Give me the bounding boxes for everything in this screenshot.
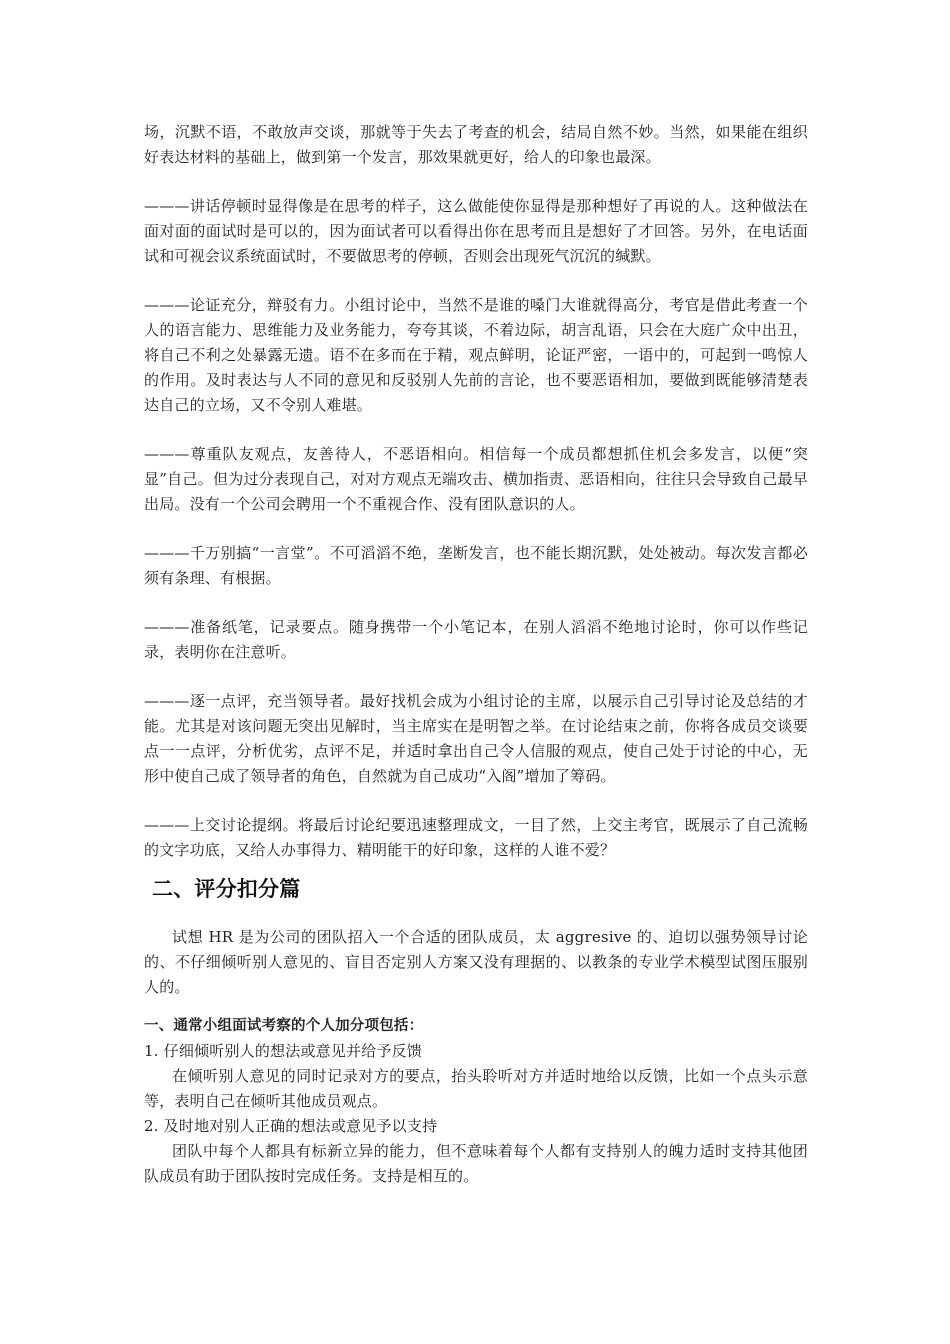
paragraph-take-notes: ———准备纸笔，记录要点。随身携带一个小笔记本，在别人滔滔不绝地讨论时，你可以作些记录，表明你在注意听。 [144,618,808,661]
bonus-items-heading: 一、通常小组面试考察的个人加分项包括： [144,1018,424,1034]
paragraph-respect-teammates: ———尊重队友观点，友善待人，不恶语相向。相信每一个成员都想抓住机会多发言，以便“突显”自己。但为过分表现自己，对对方观点无端攻击、横加指责、恶语相向，往往只会导致自己最早出局。没有一个公司会聘用一个不重视合作、没有团队意识的人。 [144,445,808,513]
bonus-item-title: 1. 仔细倾听别人的想法或意见并给予反馈 [144,1042,423,1060]
paragraph-submit-outline: ———上交讨论提纲。将最后讨论纪要迅速整理成文，一目了然，上交主考官，既展示了自己流畅的文字功底，又给人办事得力、精明能干的好印象，这样的人谁不爱？ [144,816,808,859]
paragraph-no-monologue: ———千万别搞“一言堂”。不可滔滔不绝，垄断发言，也不能长期沉默，处处被动。每次发言都必须有条理、有根据。 [144,544,808,587]
paragraph-pause-thinking: ———讲话停顿时显得像是在思考的样子，这么做能使你显得是那种想好了再说的人。这种做法在面对面的面试时是可以的，因为面试者可以看得出你在思考而且是想好了才回答。另外，在电话面试和可视会议系统面试时，不要做思考的停顿，否则会出现死气沉沉的缄默。 [144,197,808,265]
paragraph-act-as-leader: ———逐一点评，充当领导者。最好找机会成为小组讨论的主席，以展示自己引导讨论及总结的才能。尤其是对该问题无突出见解时，当主席实在是明智之举。在讨论结束之前，你将各成员交谈要点一一点评，分析优劣，点评不足，并适时拿出自己令人信服的观点，使自己处于讨论的中心，无形中使自己成了领导者的角色，自然就为自己成功“入阁”增加了筹码。 [144,692,808,785]
section-heading: 二、评分扣分篇 [152,877,301,901]
bonus-item-title: 2. 及时地对别人正确的想法或意见予以支持 [144,1117,438,1135]
paragraph-speak-first: 场，沉默不语，不敢放声交谈，那就等于失去了考查的机会，结局自然不妙。当然，如果能在组织好表达材料的基础上，做到第一个发言，那效果就更好，给人的印象也最深。 [144,123,808,166]
bonus-item-body: 在倾听别人意见的同时记录对方的要点，抬头聆听对方并适时地给以反馈，比如一个点头示意等，表明自己在倾听其他成员观点。 [144,1067,808,1110]
paragraph-argue-well: ———论证充分，辩驳有力。小组讨论中，当然不是谁的嗓门大谁就得高分，考官是借此考查一个人的语言能力、思维能力及业务能力，夸夸其谈，不着边际，胡言乱语，只会在大庭广众中出丑，将自己不利之处暴露无遗。语不在多而在于精，观点鲜明，论证严密，一语中的，可起到一鸣惊人的作用。及时表达与人不同的意见和反驳别人先前的言论，也不要恶语相加，要做到既能够清楚表达自己的立场，又不令别人难堪。 [144,296,808,414]
bonus-item-body: 团队中每个人都具有标新立异的能力，但不意味着每个人都有支持别人的魄力适时支持其他团队成员有助于团队按时完成任务。支持是相互的。 [144,1142,808,1185]
document-page [144,120,808,1189]
section-intro: 试想 HR 是为公司的团队招入一个合适的团队成员，太 aggresive 的、迫切以强势领导讨论的、不仔细倾听别人意见的、盲目否定别人方案又没有理据的、以教条的专业学术模型试图压服别人的。 [144,928,808,996]
